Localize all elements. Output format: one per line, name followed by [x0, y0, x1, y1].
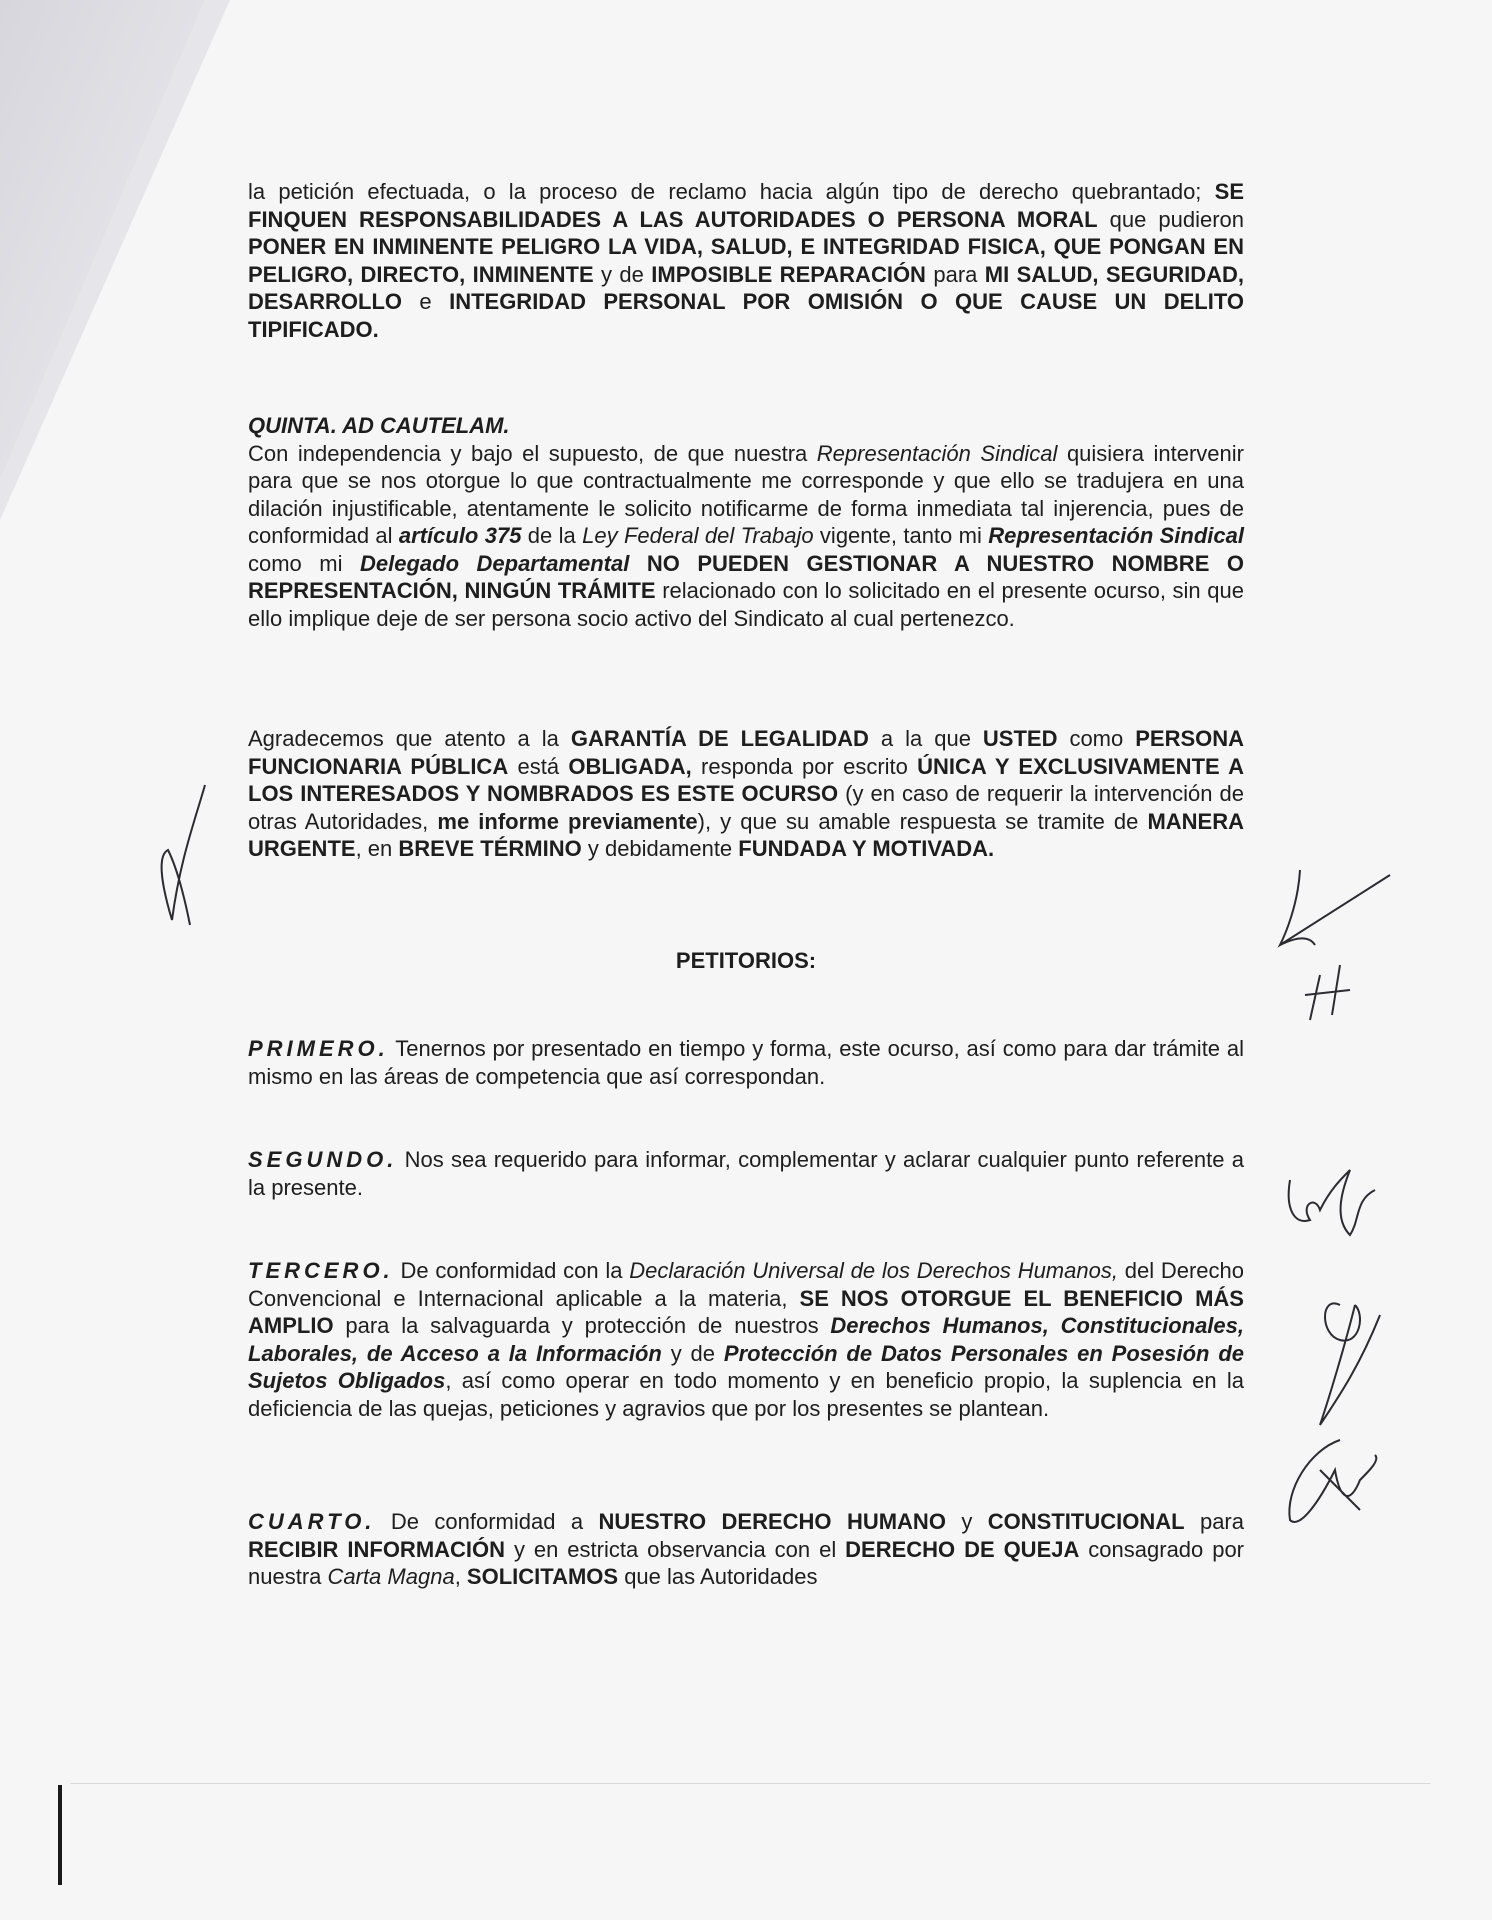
- quinta-bold-1: NO PUEDEN GESTIONAR A NUESTRO NOMBRE O REPRESENTACIÓN, NINGÚN TRÁMITE: [248, 550, 1244, 603]
- segundo-label: SEGUNDO.: [248, 1147, 398, 1172]
- segundo-text: Nos sea requerido para informar, complementar y aclarar cualquier punto referente a la presente.: [248, 1147, 1244, 1200]
- agr-text-8: , en: [355, 836, 399, 861]
- tercero-bold-italic-2: Protección de Datos Personales en Posesión de Sujetos Obligados: [248, 1340, 1244, 1393]
- tercero-bold-1: SE NOS OTORGUE EL BENEFICIO MÁS AMPLIO: [248, 1285, 1244, 1338]
- quinta-text-5: como mi: [248, 550, 360, 576]
- agr-text-9: y debidamente: [581, 836, 739, 861]
- intro-bold-2: PONER EN INMINENTE PELIGRO LA VIDA, SALUD, E INTEGRIDAD FISICA, QUE PONGAN EN PELIGRO, DIRECTO, INMINENTE: [248, 234, 1244, 287]
- cuarto-bold-4: DERECHO DE QUEJA: [845, 1536, 1080, 1562]
- cuarto-bold-1: NUESTRO DERECHO HUMANO: [598, 1509, 946, 1534]
- tercero-italic-1: Declaración Universal de los Derechos Humanos,: [629, 1258, 1118, 1283]
- primero-paragraph: [248, 1035, 1244, 1090]
- quinta-bold-italic-2: Representación Sindical: [988, 523, 1244, 548]
- agr-bold-3: PERSONA FUNCIONARIA PÚBLICA: [248, 726, 1245, 779]
- cuarto-text-3: para: [1184, 1509, 1244, 1534]
- intro-bold-3: IMPOSIBLE REPARACIÓN: [651, 261, 926, 287]
- cuarto-label: CUARTO.: [248, 1509, 376, 1534]
- quinta-text-1: Con independencia y bajo el supuesto, de que nuestra: [248, 440, 817, 466]
- tercero-text-3: para la salvaguarda y protección de nuestros: [333, 1313, 831, 1338]
- left-margin-signature: [150, 780, 220, 940]
- tercero-text-1: De conformidad con la: [393, 1258, 630, 1283]
- cuarto-bold-2: CONSTITUCIONAL: [987, 1509, 1185, 1534]
- intro-bold-4: MI SALUD, SEGURIDAD, DESARROLLO: [248, 261, 1245, 314]
- primero-label: PRIMERO.: [248, 1036, 389, 1061]
- quinta-bold-italic-3: Delegado Departamental: [360, 550, 630, 576]
- cuarto-text-4: y en estricta observancia con el: [505, 1536, 846, 1562]
- intro-text-3: y de: [593, 261, 652, 287]
- intro-paragraph: [248, 178, 1244, 343]
- quinta-text-6: [629, 551, 647, 576]
- cuarto-text-7: que las Autoridades: [618, 1564, 818, 1589]
- agr-bold-8: BREVE TÉRMINO: [398, 836, 582, 861]
- cuarto-italic-1: Carta Magna: [327, 1564, 455, 1589]
- quinta-paragraph: [248, 440, 1244, 633]
- tercero-text-4: y de: [661, 1340, 724, 1366]
- quinta-text-7: relacionado con lo solicitado en el presente ocurso, sin que ello implique deje de ser persona socio activo del Sindicato al cual pertenezco.: [248, 578, 1244, 631]
- quinta-text-2: quisiera intervenir para que se nos otorgue lo que contractualmente me corresponde y que ello se tradujera en una dilación injustificable, atentamente le solicito notificarme de forma inmediata tal injerencia, pues de conformidad al: [248, 440, 1244, 548]
- cuarto-text-1: De conformidad a: [375, 1509, 599, 1534]
- tercero-bold-italic-1: Derechos Humanos, Constitucionales, Laborales, de Acceso a la Información: [248, 1313, 1244, 1366]
- right-initials-signature-1: [1270, 865, 1410, 1025]
- quinta-bold-italic-1: artículo 375: [398, 523, 522, 548]
- agr-bold-1: GARANTÍA DE LEGALIDAD: [570, 726, 869, 751]
- agr-bold-6: me informe previamente: [437, 808, 698, 834]
- agr-text-3: como: [1057, 726, 1136, 751]
- right-initials-signature-2: [1280, 1150, 1390, 1260]
- agr-text-5: responda por escrito: [691, 753, 918, 779]
- cuarto-text-2: y: [945, 1509, 988, 1534]
- right-signature-4: [1280, 1430, 1390, 1540]
- intro-text-5: e: [402, 289, 450, 314]
- primero-text: Tenernos por presentado en tiempo y forma, este ocurso, así como para dar trámite al mismo en las áreas de competencia que así correspondan.: [248, 1036, 1244, 1089]
- quinta-italic-2: Ley Federal del Trabajo: [582, 523, 814, 548]
- cuarto-paragraph: [248, 1508, 1244, 1591]
- petitorios-title: PETITORIOS:: [675, 948, 817, 973]
- tercero-text-2: del Derecho Convencional e Internacional aplicable a la materia,: [248, 1258, 1245, 1311]
- quinta-section: [248, 412, 1244, 632]
- agradecemos-paragraph: [248, 725, 1244, 863]
- bottom-divider: [70, 1783, 1430, 1784]
- quinta-text-3: de la: [521, 523, 583, 548]
- tercero-text-5: , así como operar en todo momento y en beneficio propio, la suplencia en la deficiencia de las quejas, peticiones y agravios que por los presentes se plantean.: [248, 1368, 1245, 1421]
- agr-bold-2: USTED: [982, 726, 1058, 751]
- right-signature-3: [1300, 1285, 1390, 1435]
- cuarto-text-6: ,: [454, 1564, 467, 1589]
- cuarto-bold-3: RECIBIR INFORMACIÓN: [248, 1536, 506, 1562]
- tercero-label: TERCERO.: [248, 1258, 394, 1283]
- intro-text-2: que pudieron: [1097, 206, 1244, 232]
- quinta-heading: QUINTA. AD CAUTELAM.: [248, 413, 510, 438]
- agr-bold-9: FUNDADA Y MOTIVADA.: [738, 836, 995, 861]
- agr-text-7: ), y que su amable respuesta se tramite de: [697, 808, 1148, 834]
- agr-bold-5: ÚNICA Y EXCLUSIVAMENTE A LOS INTERESADOS Y NOMBRADOS ES ESTE OCURSO: [248, 753, 1245, 806]
- quinta-italic-1: Representación Sindical: [816, 440, 1058, 466]
- intro-text-4: para: [925, 261, 985, 287]
- agr-bold-4: OBLIGADA,: [568, 753, 692, 779]
- agr-text-4: está: [508, 753, 569, 779]
- tercero-paragraph: [248, 1257, 1244, 1422]
- intro-text-1: la petición efectuada, o la proceso de reclamo hacia algún tipo de derecho quebrantado;: [248, 179, 1215, 204]
- agr-bold-7: MANERA URGENTE: [248, 808, 1245, 861]
- intro-bold-5: INTEGRIDAD PERSONAL POR OMISIÓN O QUE CAUSE UN DELITO TIPIFICADO.: [248, 289, 1244, 342]
- quinta-text-4: vigente, tanto mi: [813, 523, 989, 548]
- cuarto-text-5: consagrado por nuestra: [248, 1536, 1245, 1589]
- agr-text-2: a la que: [868, 726, 983, 751]
- segundo-paragraph: [248, 1146, 1244, 1201]
- agr-text-1: Agradecemos que atento a la: [248, 726, 571, 751]
- agr-text-6: (y en caso de requerir la intervención de otras Autoridades,: [248, 781, 1244, 834]
- intro-bold-1: SE FINQUEN RESPONSABILIDADES A LAS AUTORIDADES O PERSONA MORAL: [248, 179, 1244, 232]
- cuarto-bold-5: SOLICITAMOS: [466, 1564, 619, 1589]
- binding-mark: [58, 1785, 62, 1885]
